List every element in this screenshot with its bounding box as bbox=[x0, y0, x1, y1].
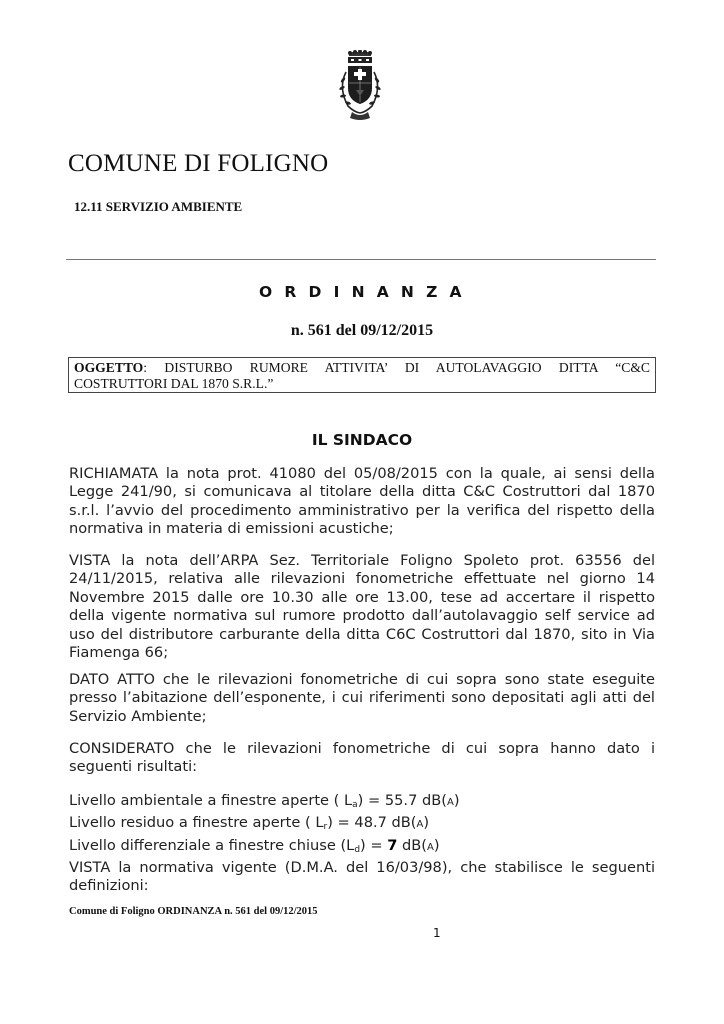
document-type: O R D I N A N Z A bbox=[259, 283, 465, 301]
organization-title: COMUNE DI FOLIGNO bbox=[68, 150, 329, 177]
document-number: n. 561 del 09/12/2015 bbox=[290, 322, 434, 339]
subject-box bbox=[68, 357, 656, 393]
authority-heading: IL SINDACO bbox=[311, 431, 413, 449]
paragraph-richiamata bbox=[69, 465, 655, 539]
measurement-ambient: Livello ambientale a finestre aperte ( $L_a) = 55.7$ dB(A) bbox=[69, 792, 460, 810]
department-name: 12.11 SERVIZIO AMBIENTE bbox=[74, 199, 243, 214]
page-number: 1 bbox=[433, 926, 441, 940]
paragraph-line: Legge 241/90, si comunicava al titolare della ditta C&C Costruttori dal 1870 bbox=[69, 483, 655, 501]
paragraph-line: RICHIAMATA la nota prot. 41080 del 05/08/2015 con la quale, ai sensi della bbox=[69, 465, 655, 482]
paragraph-normativa bbox=[69, 859, 655, 896]
subject-line: COSTRUTTORI DAL 1870 S.R.L.” bbox=[74, 376, 274, 391]
measurements-list bbox=[69, 792, 655, 859]
paragraph-considerato bbox=[69, 740, 655, 777]
measurement-residual: Livello residuo a finestre aperte ( $L_r) = 48.7$ dB(A) bbox=[69, 814, 430, 833]
subject-line: : DISTURBO RUMORE ATTIVITA’ DI AUTOLAVAGGIO DITTA “C&C bbox=[143, 360, 650, 375]
paragraph-line: Servizio Ambiente; bbox=[69, 707, 207, 725]
paragraph-line: Novembre 2015 dalle ore 10.30 alle ore 13.00, tese ad accertare il rispetto bbox=[69, 588, 655, 606]
measurement-differential: Livello differenziale a finestre chiuse $(L_d) = 7$ dB(A) bbox=[69, 836, 440, 855]
paragraph-vista-arpa bbox=[69, 552, 655, 662]
paragraph-line: VISTA la normativa vigente (D.M.A. del 16/03/98), che stabilisce le seguenti bbox=[69, 859, 655, 876]
paragraph-line: della vigente normativa sul rumore prodotto dall’autolavaggio self service ad bbox=[69, 607, 655, 625]
header-divider bbox=[66, 259, 656, 260]
paragraph-line: DATO ATTO che le rilevazioni fonometriche di cui sopra sono state eseguite bbox=[69, 671, 655, 688]
page-footer: Comune di Foligno ORDINANZA n. 561 del 09/12/2015 bbox=[69, 906, 318, 917]
paragraph-line: uso del distributore carburante della ditta C6C Costruttori dal 1870, sito in Via bbox=[69, 625, 655, 643]
paragraph-dato-atto bbox=[69, 671, 655, 726]
paragraph-line: seguenti risultati: bbox=[69, 758, 198, 776]
paragraph-line: normativa in materia di emissioni acustiche; bbox=[69, 520, 394, 538]
paragraph-line: 24/11/2015, relativa alle rilevazioni fonometriche effettuate nel giorno 14 bbox=[69, 570, 655, 588]
paragraph-line: CONSIDERATO che le rilevazioni fonometriche di cui sopra hanno dato i bbox=[69, 740, 655, 757]
paragraph-line: s.r.l. l’avvio del procedimento amministrativo per la verifica del rispetto della bbox=[69, 501, 655, 519]
paragraph-line: presso l’abitazione dell’esponente, i cui riferimenti sono depositati agli atti del bbox=[69, 689, 655, 707]
paragraph-line: definizioni: bbox=[69, 877, 149, 895]
subject-label: OGGETTO bbox=[74, 360, 144, 375]
paragraph-line: Fiamenga 66; bbox=[69, 644, 169, 662]
paragraph-line: VISTA la nota dell’ARPA Sez. Territoriale Foligno Spoleto prot. 63556 del bbox=[69, 552, 655, 569]
coat-of-arms-emblem bbox=[334, 50, 386, 122]
